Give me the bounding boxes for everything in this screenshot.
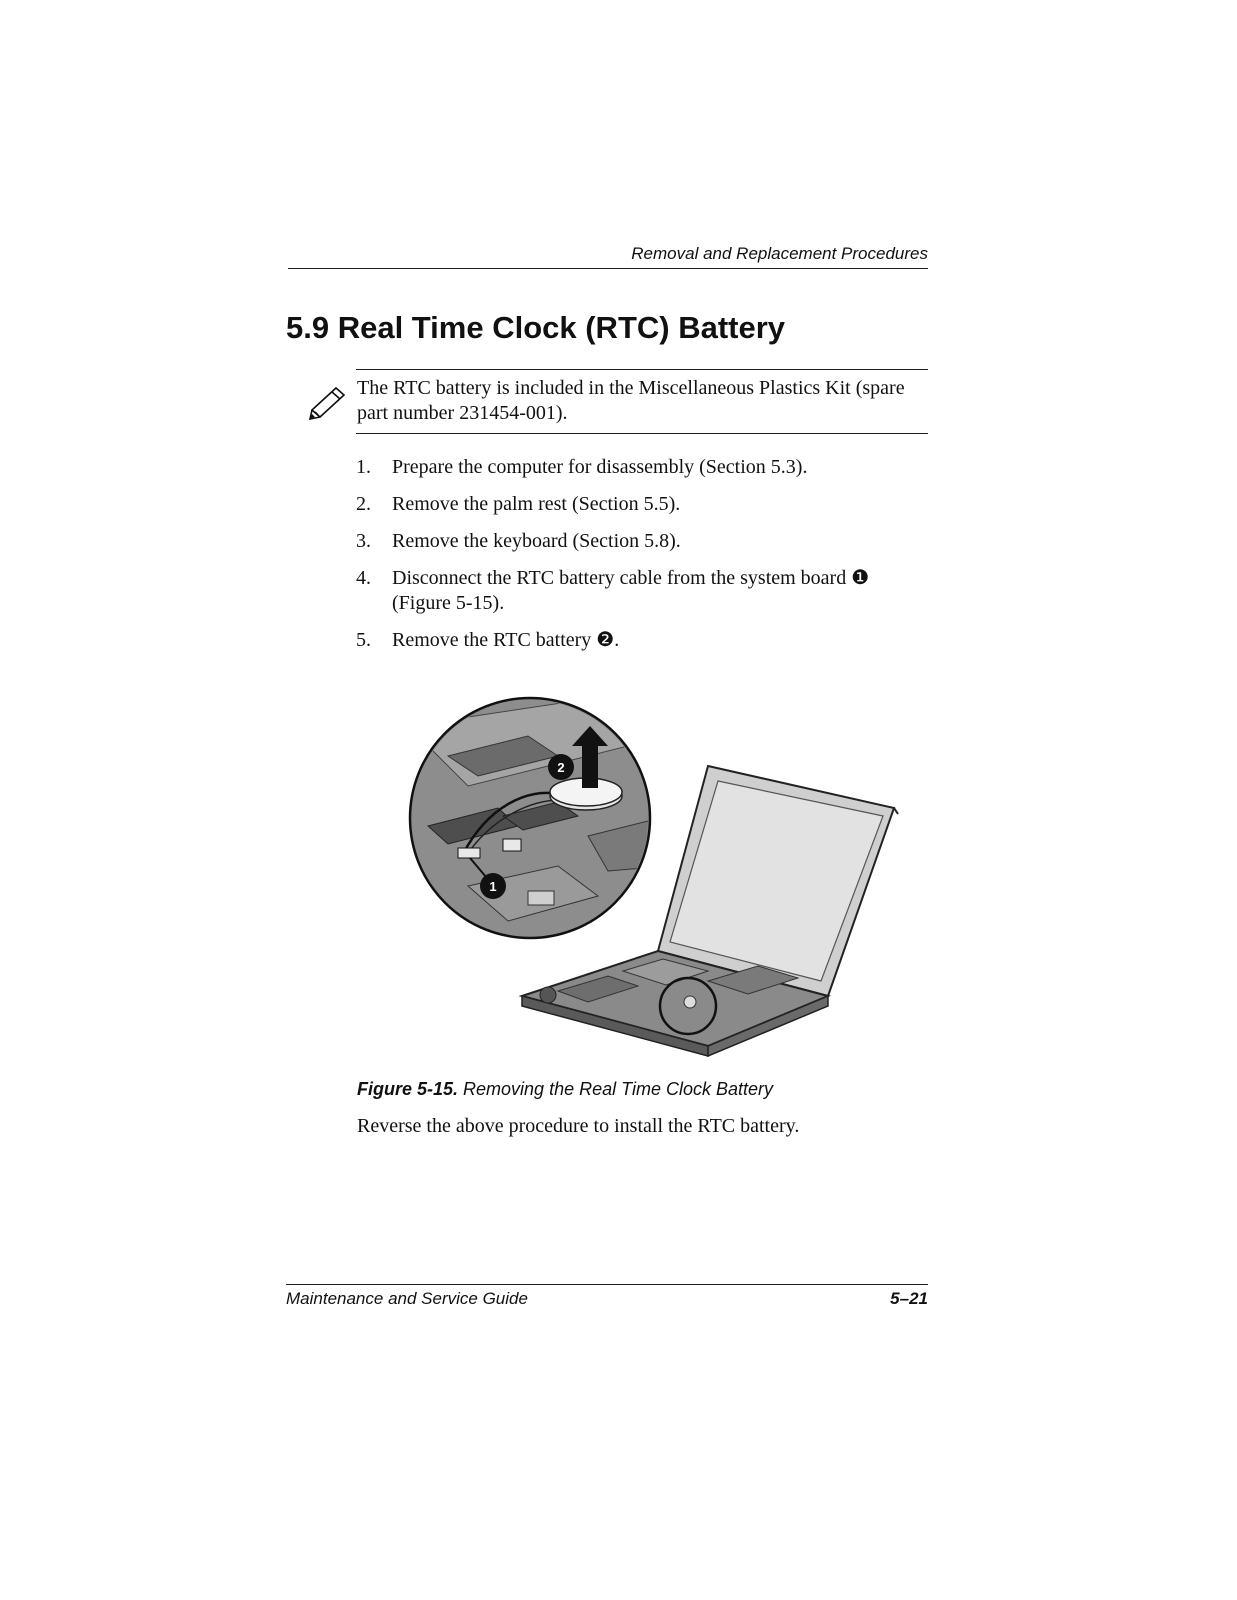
header-rule — [288, 268, 928, 269]
pencil-note-icon — [306, 380, 350, 420]
step-number: 1. — [356, 456, 371, 478]
note-rule-bottom — [356, 433, 928, 434]
step-item — [356, 628, 928, 653]
running-header: Removal and Replacement Procedures — [631, 244, 928, 263]
step-text: Prepare the computer for disassembly (Section 5.3). — [392, 456, 808, 478]
section-title: 5.9 Real Time Clock (RTC) Battery — [286, 310, 786, 345]
step-item — [356, 529, 928, 554]
step-number: 5. — [356, 629, 371, 651]
step-text: Disconnect the RTC battery cable from the system board ❶ (Figure 5-15). — [392, 567, 870, 614]
callout-2-label: 2 — [557, 760, 565, 775]
procedure-steps — [356, 455, 928, 665]
footer-guide-title: Maintenance and Service Guide — [286, 1289, 528, 1308]
step-text: Remove the keyboard (Section 5.8). — [392, 530, 681, 552]
figure-caption-label: Figure 5-15. — [357, 1079, 459, 1099]
footer-page-number: 5–21 — [890, 1289, 928, 1308]
figure-caption — [357, 1079, 773, 1100]
step-text: Remove the RTC battery ❷. — [392, 629, 620, 651]
step-text: Remove the palm rest (Section 5.5). — [392, 493, 681, 515]
step-item — [356, 455, 928, 480]
callout-1-label: 1 — [489, 879, 497, 894]
rtc-battery-removal-illustration — [408, 696, 908, 1066]
note-rule-top — [356, 369, 928, 370]
figure-caption-text: Removing the Real Time Clock Battery — [458, 1079, 773, 1099]
step-item — [356, 492, 928, 517]
closing-paragraph: Reverse the above procedure to install the RTC battery. — [357, 1115, 800, 1137]
step-number: 2. — [356, 493, 371, 515]
footer-rule — [286, 1284, 928, 1285]
note-text: The RTC battery is included in the Miscellaneous Plastics Kit (spare part number 231454-001). — [357, 377, 905, 424]
step-item — [356, 566, 928, 616]
zoom-detail — [408, 696, 668, 938]
step-number: 4. — [356, 567, 371, 589]
step-number: 3. — [356, 530, 371, 552]
